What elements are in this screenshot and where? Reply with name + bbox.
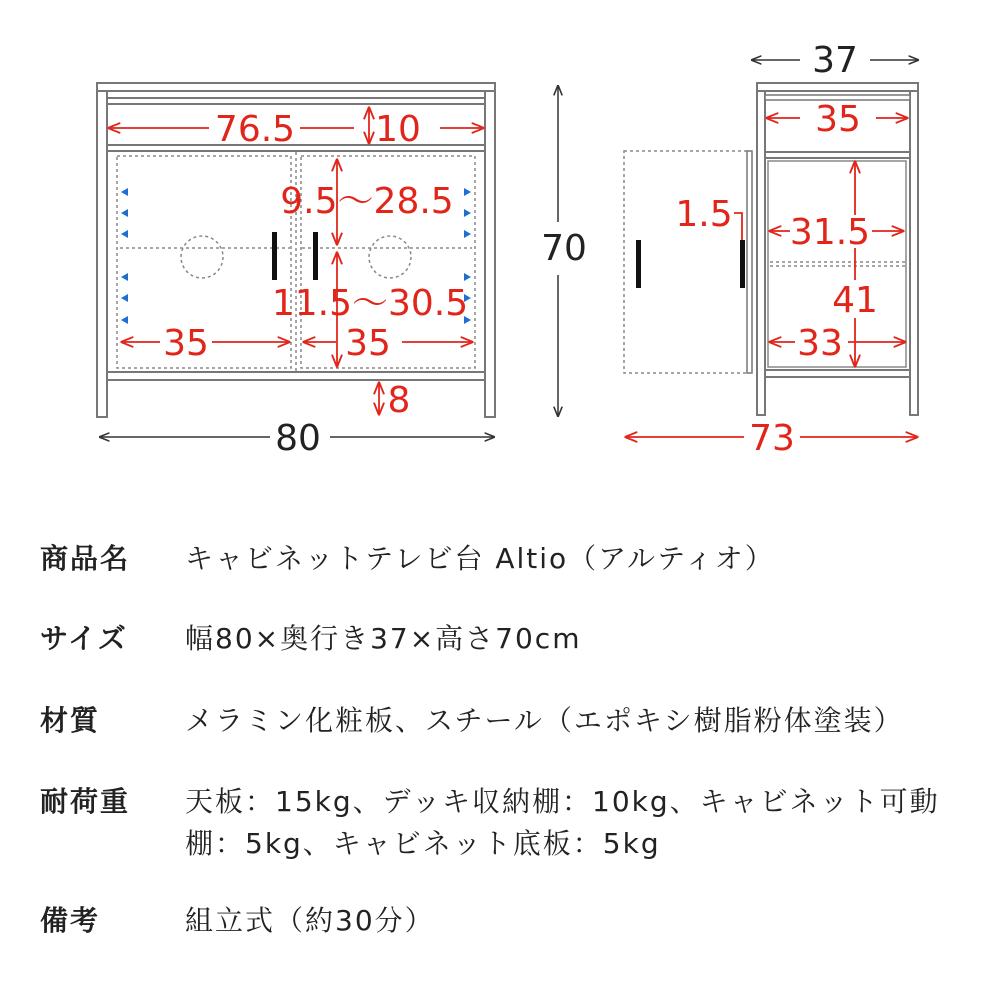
spec-row-product-name bbox=[40, 538, 980, 580]
left-post bbox=[97, 85, 107, 417]
door-thickness-leader bbox=[734, 213, 742, 240]
spec-label: サイズ bbox=[40, 622, 128, 655]
spec-value: キャビネットテレビ台 Altio（アルティオ） bbox=[185, 542, 775, 575]
door-thickness-label: 1.5 bbox=[675, 194, 733, 235]
open-depth-label: 73 bbox=[749, 418, 795, 459]
shelf-upper-range-label: 9.5～28.5 bbox=[280, 181, 454, 222]
handle-left bbox=[272, 232, 277, 280]
top-board bbox=[97, 83, 495, 91]
cable-hole-right bbox=[369, 236, 411, 278]
shelf-lower-range-label: 11.5～30.5 bbox=[271, 283, 469, 324]
side-frame-right bbox=[910, 83, 918, 415]
spec-value: 組立式（約30分） bbox=[185, 904, 435, 937]
shelf-adjust-markers-left bbox=[121, 188, 128, 324]
cabinet-height-label: 41 bbox=[832, 280, 878, 321]
side-cabinet-bottom bbox=[765, 370, 910, 377]
cabinet-bottom-depth-label: 33 bbox=[797, 323, 843, 364]
spec-label: 耐荷重 bbox=[40, 785, 131, 818]
upper-shelf bbox=[107, 98, 485, 104]
depth-label: 37 bbox=[812, 40, 858, 81]
total-height-label: 70 bbox=[541, 228, 587, 269]
cabinet-right-width-label: 35 bbox=[345, 323, 391, 364]
door-handle-side bbox=[740, 240, 745, 288]
inner-width-label: 76.5 bbox=[214, 109, 296, 150]
spec-value: 天板：15kg、デッキ収納棚：10kg、キャビネット可動 棚：5kg、キャビネット底板：5kg bbox=[185, 785, 940, 860]
top-inner-depth-label: 35 bbox=[815, 99, 861, 140]
cabinet-left-width-label: 35 bbox=[163, 323, 209, 364]
bottom-clearance-label: 8 bbox=[387, 380, 411, 421]
spec-label: 商品名 bbox=[40, 542, 131, 575]
side-view bbox=[624, 40, 918, 459]
front-view bbox=[97, 83, 587, 459]
side-door-panel bbox=[747, 151, 752, 373]
spec-value: メラミン化粧板、スチール（エポキシ樹脂粉体塗装） bbox=[185, 704, 904, 737]
door-handle-open bbox=[636, 240, 641, 288]
cabinet-top bbox=[107, 145, 485, 151]
spec-row-material bbox=[40, 700, 980, 742]
cabinet-shelf-depth-label: 31.5 bbox=[789, 212, 871, 253]
spec-row-notes bbox=[40, 900, 980, 942]
spec-value: 幅80×奥行き37×高さ70cm bbox=[185, 622, 582, 655]
spec-label: 備考 bbox=[40, 904, 101, 937]
spec-row-size bbox=[40, 618, 980, 660]
handle-right bbox=[313, 232, 318, 280]
open-door-outline bbox=[624, 151, 748, 373]
cable-hole-left bbox=[181, 236, 223, 278]
side-cabinet-top bbox=[765, 152, 910, 158]
side-top bbox=[757, 83, 918, 91]
spec-label: 材質 bbox=[40, 704, 101, 737]
top-shelf-height-label: 10 bbox=[375, 109, 421, 150]
side-frame-left bbox=[757, 83, 765, 415]
cabinet-bottom bbox=[107, 372, 485, 380]
spec-row-load-capacity bbox=[40, 781, 980, 865]
total-width-label: 80 bbox=[275, 418, 321, 459]
right-post bbox=[485, 85, 495, 417]
